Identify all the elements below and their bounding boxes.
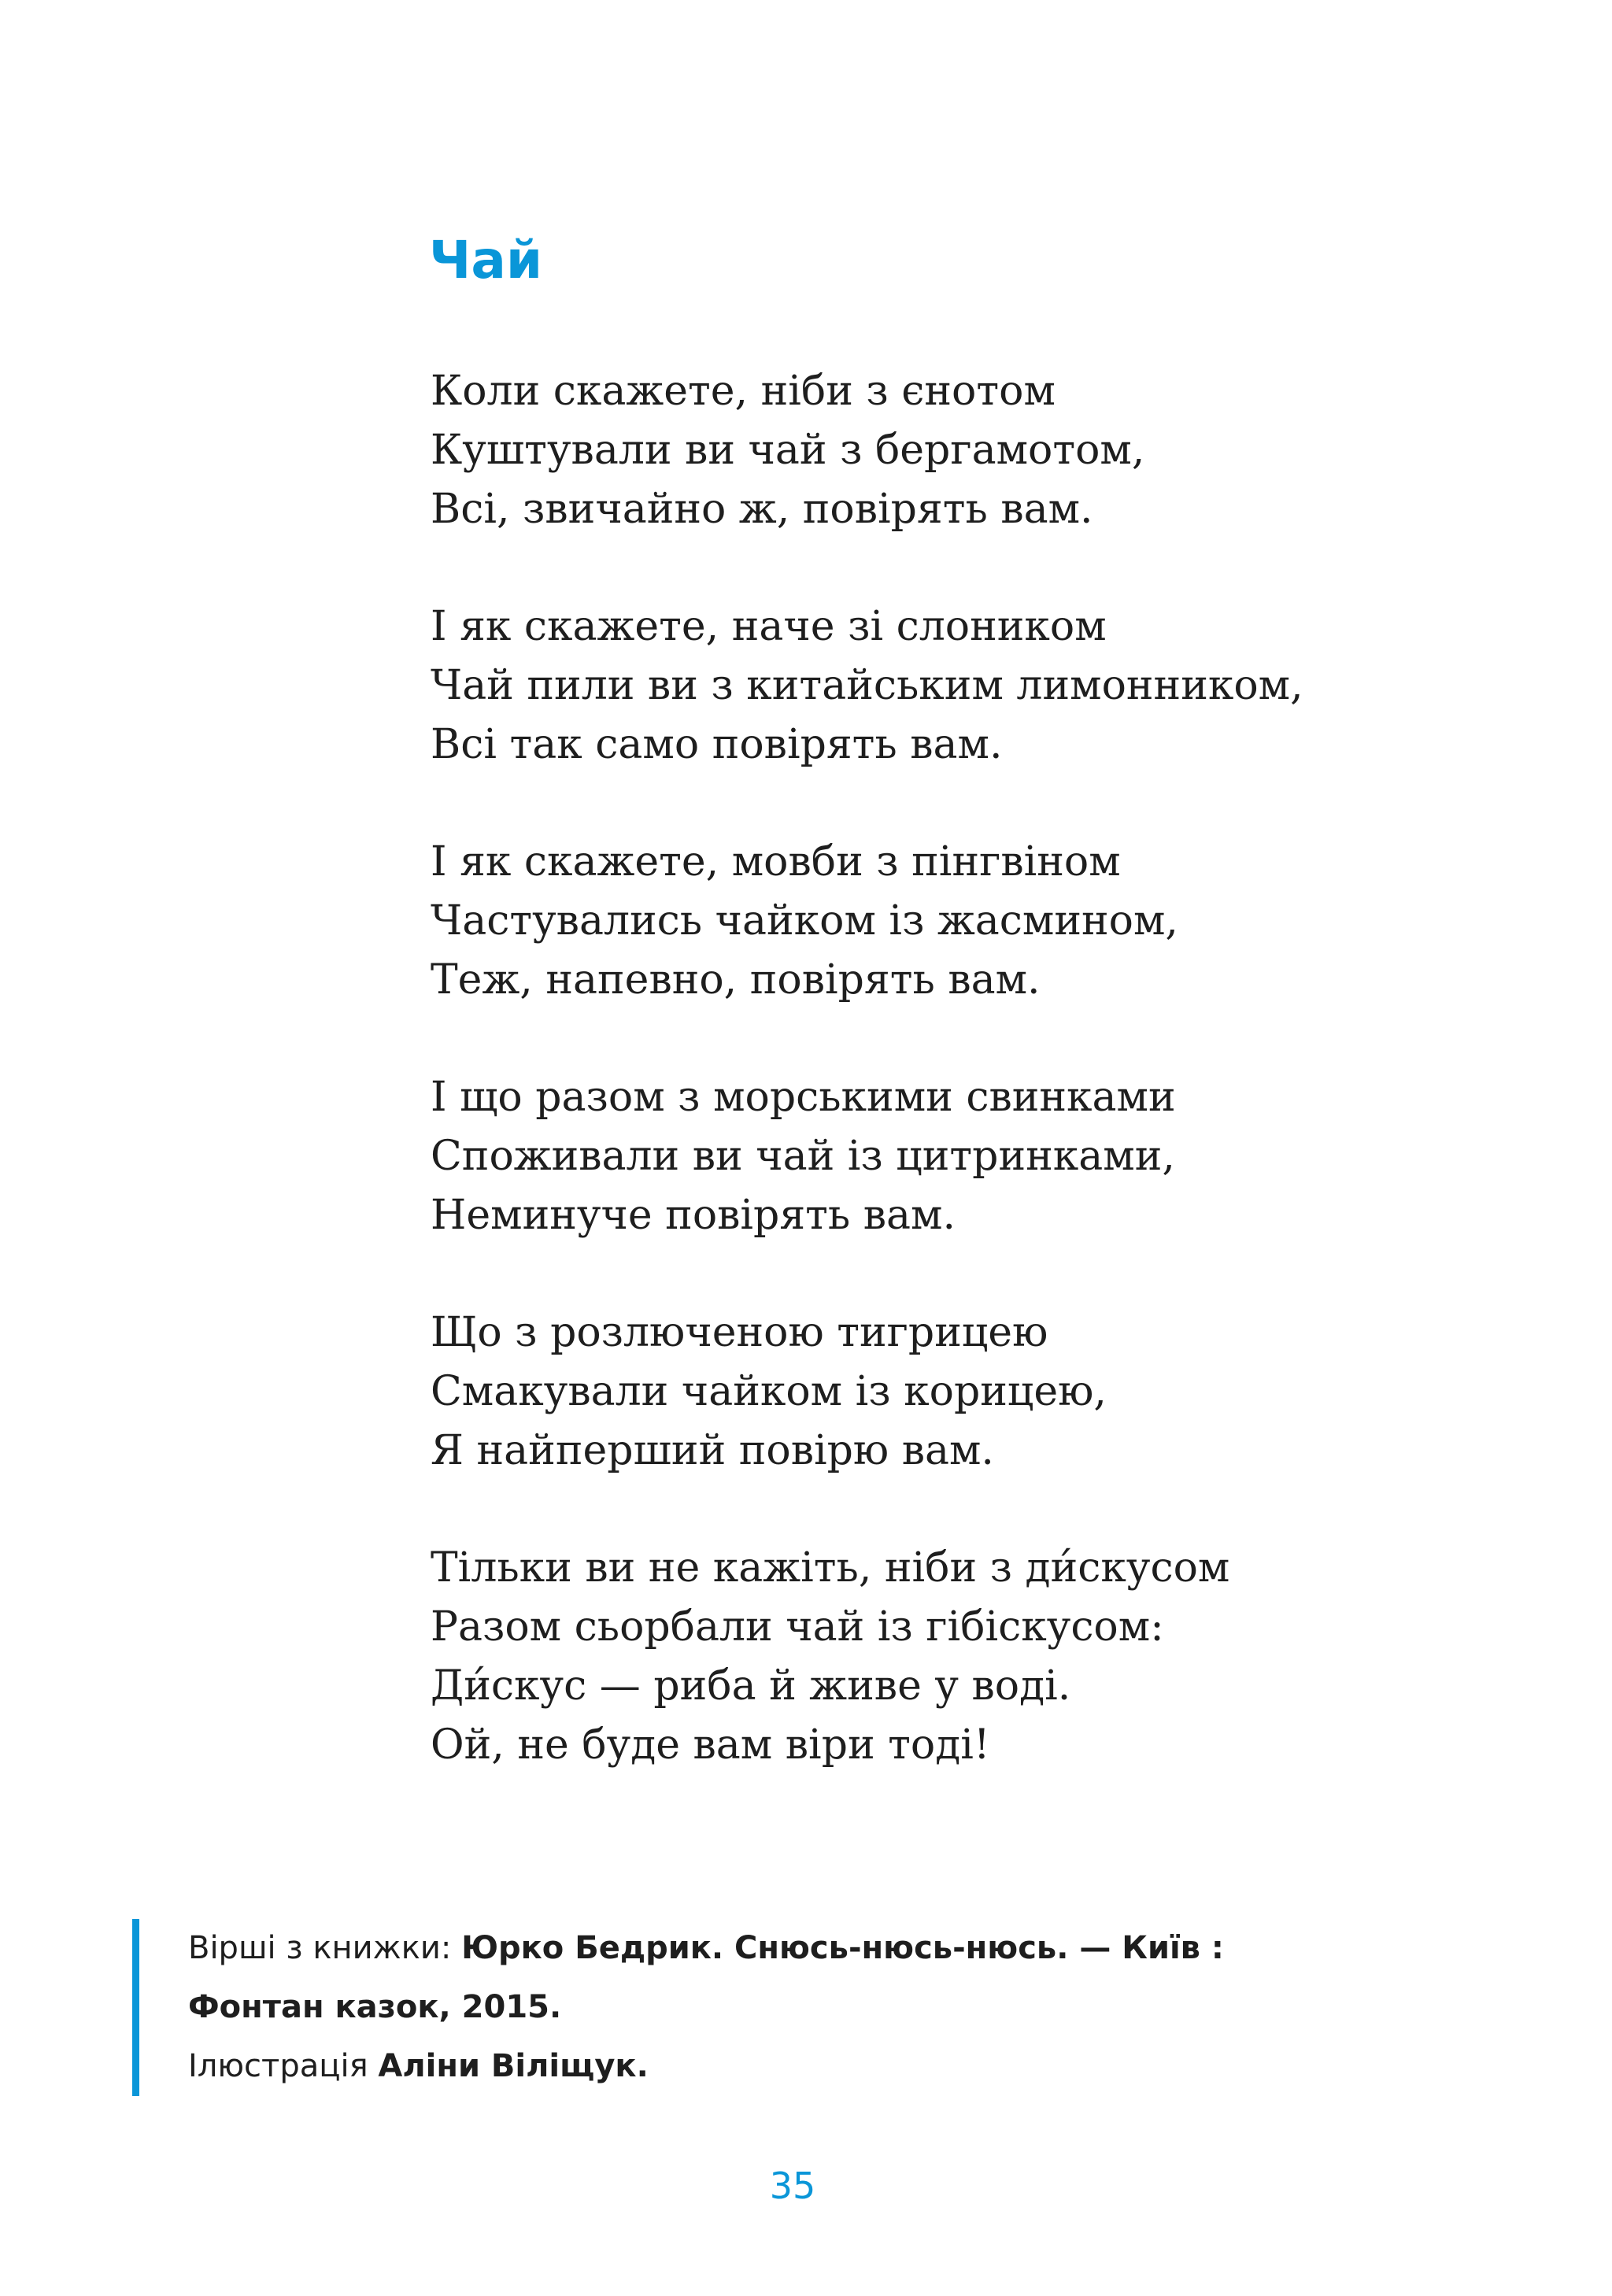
poem-line: І як скажете, мовби з пінгвіном — [431, 838, 1121, 885]
poem-line: Куштували ви чай з бергамотом, — [431, 427, 1145, 474]
poem-line: Споживали ви чай із цитринками, — [431, 1133, 1175, 1180]
poem-line: Ой, не буде вам віри тоді! — [431, 1721, 990, 1769]
poem-line: Ди́скус — риба й живе у воді. — [431, 1662, 1071, 1710]
poem-line: Разом сьорбали чай із гібіскусом: — [431, 1603, 1164, 1651]
poem-line: Я найперший повірю вам. — [431, 1427, 994, 1474]
stanza-3 — [431, 833, 1454, 1010]
poem-line: Неминуче повірять вам. — [431, 1192, 956, 1239]
poem-title: Чай — [429, 230, 543, 290]
source-credits — [132, 1919, 1526, 2096]
poem-line: І що разом з морськими свинками — [431, 1074, 1176, 1121]
stanza-1 — [431, 362, 1454, 539]
credits-illustrator: Аліни Віліщук. — [378, 2048, 649, 2084]
credits-source-line-2 — [188, 1978, 1526, 2037]
poem-line: Тільки ви не кажіть, ніби з ди́скусом — [431, 1544, 1230, 1592]
credits-illustration-line — [188, 2037, 1526, 2096]
poem-line: Що з розлюченою тигрицею — [431, 1309, 1048, 1356]
stanza-4 — [431, 1068, 1454, 1245]
poem-line: Смакували чайком із корицею, — [431, 1368, 1107, 1415]
credits-source-line-1 — [188, 1919, 1526, 1978]
credits-book-author-title: Юрко Бедрик. Снюсь-нюсь-нюсь. — Київ : — [461, 1930, 1224, 1966]
credits-illustration-prefix: Ілюстрація — [188, 2048, 379, 2084]
stanza-5 — [431, 1303, 1454, 1481]
poem-line: Чай пили ви з китайським лимонником, — [431, 662, 1303, 709]
poem-line: Всі так само повірять вам. — [431, 721, 1003, 768]
credits-publisher: Фонтан казок, 2015. — [188, 1989, 562, 2025]
poem-line: Частувались чайком із жасмином, — [431, 897, 1178, 945]
stanza-2 — [431, 597, 1454, 775]
poem-line: І як скажете, наче зі слоником — [431, 603, 1107, 650]
poem-line: Коли скажете, ніби з єнотом — [431, 368, 1056, 415]
poem-body — [431, 362, 1454, 1833]
credits-source-prefix: Вірші з книжки: — [188, 1930, 462, 1966]
page-number: 35 — [769, 2165, 816, 2207]
stanza-6 — [431, 1539, 1454, 1775]
poem-line: Теж, напевно, повірять вам. — [431, 956, 1041, 1004]
poem-line: Всі, звичайно ж, повірять вам. — [431, 486, 1093, 533]
